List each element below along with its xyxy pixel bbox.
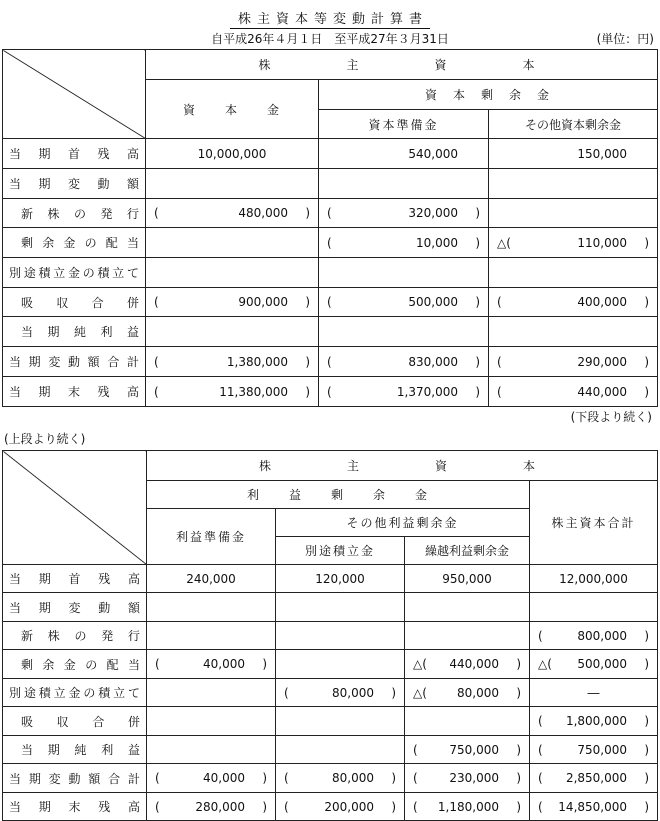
value-cell: ( 11,380,000 )	[146, 377, 319, 407]
value-cell: △( 80,000 )	[405, 679, 530, 707]
table-row	[3, 622, 658, 650]
value-cell: ( 800,000 )	[530, 622, 658, 650]
value-cell: 950,000	[405, 565, 530, 593]
value-cell: ( 280,000 )	[147, 793, 276, 821]
row-label: 吸収合併	[3, 707, 147, 736]
header-general-reserve: 別途積立金	[276, 537, 405, 565]
row-label: 吸収合併	[3, 288, 146, 317]
row-label: 新株の発行	[3, 622, 147, 650]
table-row	[3, 347, 658, 377]
table-corner-diagonal	[3, 451, 147, 565]
value-cell: 150,000	[489, 139, 658, 169]
unit-label: (単位：円)	[596, 32, 654, 46]
row-label: 新株の発行	[3, 199, 146, 228]
table-row	[3, 707, 658, 736]
table-row	[3, 228, 658, 258]
value-cell: △( 110,000 )	[489, 228, 658, 258]
value-cell: ( 500,000 )	[319, 288, 489, 317]
table-row	[3, 169, 658, 199]
value-cell: 120,000	[276, 565, 405, 593]
fiscal-period: 自平成26年４月１日 至平成27年３月31日	[211, 32, 449, 46]
value-cell: ( 10,000 )	[319, 228, 489, 258]
value-cell: ( 1,800,000 )	[530, 707, 658, 736]
table-row	[3, 199, 658, 228]
value-cell: ( 80,000 )	[276, 764, 405, 793]
header-shareholders-equity: 株 主 資 本	[146, 50, 658, 80]
statement-title: 株主資本等変動計算書	[0, 8, 660, 27]
table-row	[3, 793, 658, 821]
table-row	[3, 736, 658, 764]
row-label: 当期末残高	[3, 793, 147, 821]
row-label: 当期首残高	[3, 565, 147, 593]
table-row	[3, 764, 658, 793]
table-row	[3, 377, 658, 407]
table-row	[3, 679, 658, 707]
value-cell: ( 230,000 )	[405, 764, 530, 793]
value-cell: 12,000,000	[530, 565, 658, 593]
row-label: 当期純利益	[3, 736, 147, 764]
table-row	[3, 139, 658, 169]
value-cell: ( 320,000 )	[319, 199, 489, 228]
header-capital-surplus: 資 本 剰 余 金	[319, 80, 658, 110]
row-label: 当期末残高	[3, 377, 146, 407]
equity-table-upper	[2, 49, 658, 407]
header-other-retained-earnings: その他利益剰余金	[276, 509, 530, 537]
table-row	[3, 258, 658, 288]
value-cell: ( 290,000 )	[489, 347, 658, 377]
row-label: 当期変動額合計	[3, 764, 147, 793]
row-label: 剰余金の配当	[3, 228, 146, 258]
header-legal-reserve: 利益準備金	[147, 509, 276, 565]
header-total-equity: 株主資本合計	[530, 481, 658, 565]
value-cell: △( 500,000 )	[530, 650, 658, 679]
row-label: 別途積立金の積立て	[3, 679, 147, 707]
value-cell: ( 400,000 )	[489, 288, 658, 317]
row-label: 当期首残高	[3, 139, 146, 169]
value-cell: 10,000,000	[146, 139, 319, 169]
value-cell: ( 14,850,000 )	[530, 793, 658, 821]
value-cell: ( 40,000 )	[147, 650, 276, 679]
row-label: 当期変動額合計	[3, 347, 146, 377]
value-cell: ( 200,000 )	[276, 793, 405, 821]
header-other-capital-surplus: その他資本剰余金	[489, 110, 658, 139]
value-cell: ( 40,000 )	[147, 764, 276, 793]
row-label: 別途積立金の積立て	[3, 258, 146, 288]
row-label: 当期変動額	[3, 593, 147, 622]
table-row	[3, 288, 658, 317]
continue-above-note: (上段より続く)	[4, 432, 86, 446]
value-cell: ( 1,370,000 )	[319, 377, 489, 407]
row-label: 当期変動額	[3, 169, 146, 199]
continue-below-note: (下段より続く)	[570, 410, 652, 424]
header-capital: 資 本 金	[146, 80, 319, 139]
value-cell: ( 2,850,000 )	[530, 764, 658, 793]
value-cell: 540,000	[319, 139, 489, 169]
table-row	[3, 593, 658, 622]
value-cell: △( 440,000 )	[405, 650, 530, 679]
table-row	[3, 317, 658, 347]
value-cell: ―	[530, 679, 658, 707]
row-label: 当期純利益	[3, 317, 146, 347]
value-cell: ( 900,000 )	[146, 288, 319, 317]
header-capital-reserve: 資本準備金	[319, 110, 489, 139]
value-cell: ( 480,000 )	[146, 199, 319, 228]
value-cell: 240,000	[147, 565, 276, 593]
header-retained-carried-forward: 繰越利益剰余金	[405, 537, 530, 565]
value-cell: ( 440,000 )	[489, 377, 658, 407]
value-cell: ( 80,000 )	[276, 679, 405, 707]
header-retained-earnings: 利 益 剰 余 金	[147, 481, 530, 509]
table-row	[3, 650, 658, 679]
row-label: 剰余金の配当	[3, 650, 147, 679]
table-corner-diagonal	[3, 50, 146, 139]
value-cell: ( 1,380,000 )	[146, 347, 319, 377]
header-shareholders-equity: 株 主 資 本	[147, 451, 658, 481]
value-cell: ( 750,000 )	[405, 736, 530, 764]
value-cell: ( 750,000 )	[530, 736, 658, 764]
value-cell: ( 1,180,000 )	[405, 793, 530, 821]
value-cell: ( 830,000 )	[319, 347, 489, 377]
equity-table-lower	[2, 450, 658, 821]
table-row	[3, 565, 658, 593]
